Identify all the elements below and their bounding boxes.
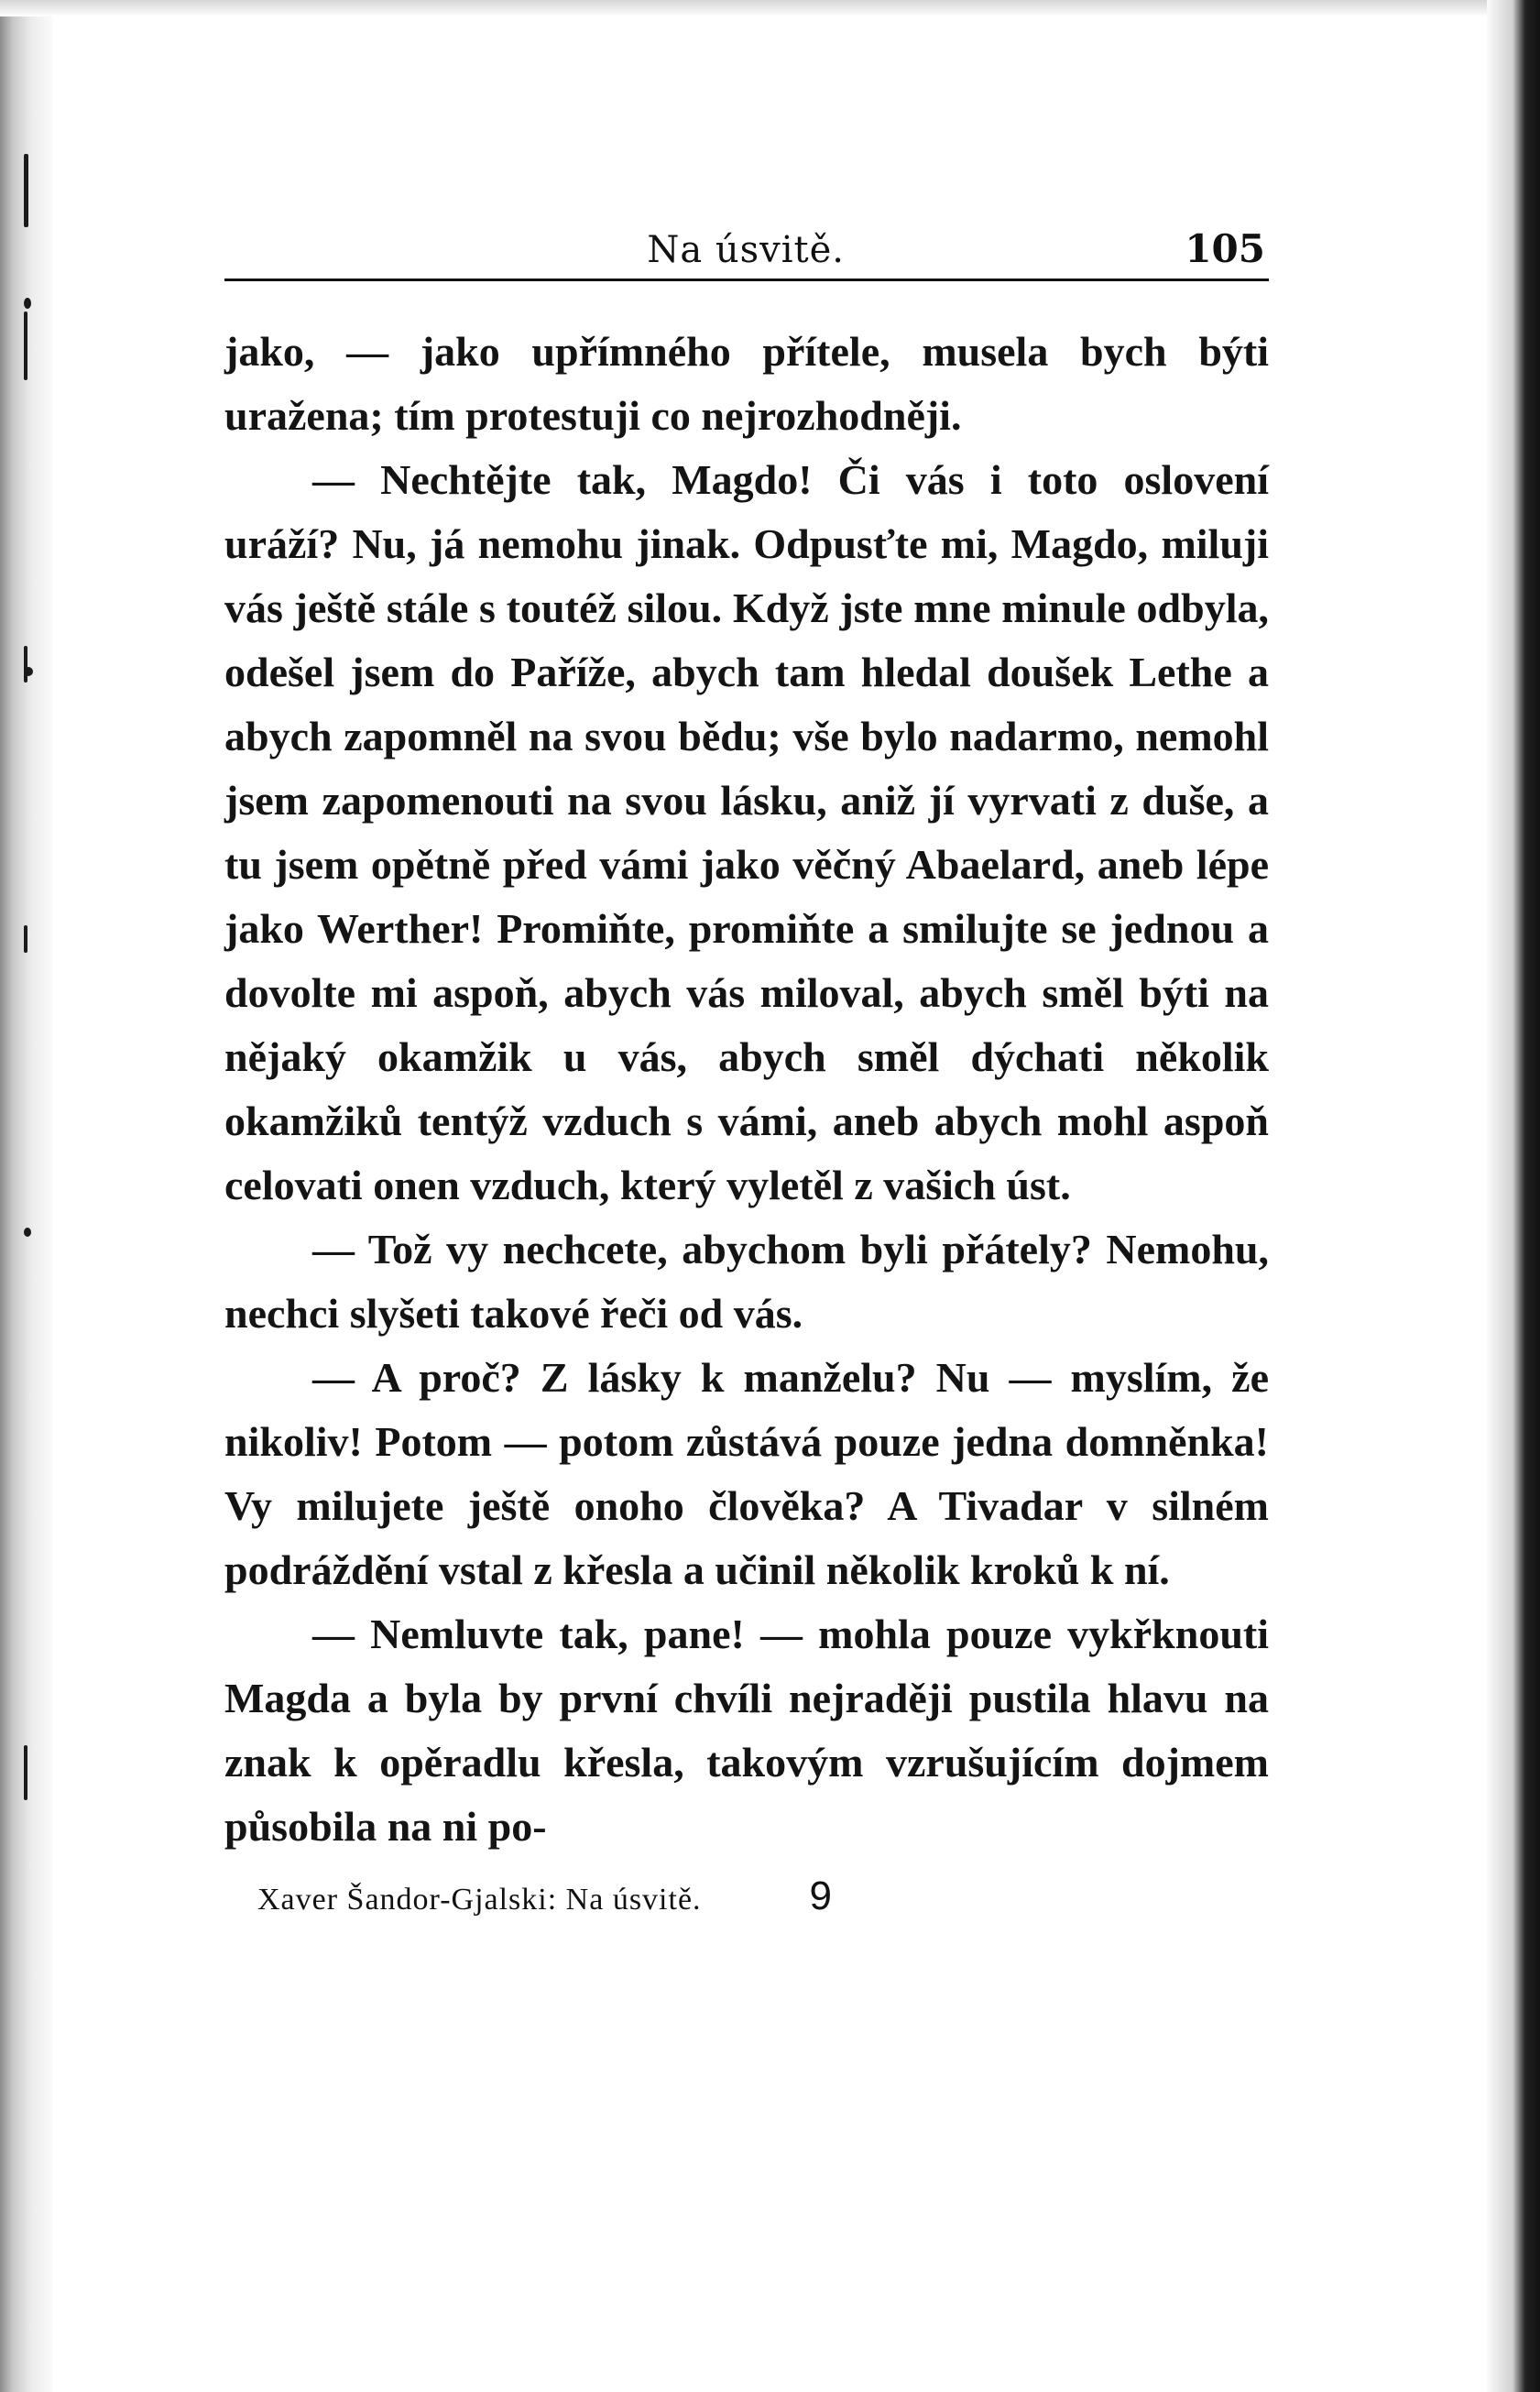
- margin-mark: [24, 925, 27, 953]
- margin-mark: [24, 154, 28, 227]
- margin-mark: [24, 1228, 31, 1237]
- book-page: [224, 220, 1269, 1919]
- margin-mark: [24, 667, 33, 676]
- paragraph: — Nechtějte tak, Magdo! Či vás i toto oslovení uráží? Nu, já nemohu jinak. Odpusťte mi, Magdo, miluji vás ještě stále s toutéž silou. Když jste mne minule odbyla, odešel jsem do Paříže, abych tam hledal doušek Lethe a abych zapomněl na svou bědu; vše bylo nadarmo, nemohl jsem zapomenouti na svou lásku, aniž jí vyrvati z duše, a tu jsem opětně před vámi jako věčný Abaelard, aneb lépe jako Werther! Promiňte, promiňte a smilujte se jednou a dovolte mi aspoň, abych vás miloval, abych směl býti na nějaký okamžik u vás, abych směl dýchati několik okamžiků tentýž vzduch s vámi, aneb abych mohl aspoň celovati onen vzduch, který vyletěl z vašich úst.: [224, 456, 1269, 1208]
- text-body: [224, 320, 1269, 1859]
- margin-mark: [24, 646, 27, 683]
- page-number: 105: [1185, 226, 1265, 271]
- scan-right-edge: [1487, 0, 1540, 2392]
- running-title: Na úsvitě.: [647, 229, 846, 271]
- margin-mark: [24, 311, 27, 380]
- scan-top-edge: [0, 0, 1540, 16]
- margin-mark: [24, 1745, 27, 1800]
- running-header: [224, 220, 1269, 281]
- signature-line: Xaver Šandor-Gjalski: Na úsvitě.: [257, 1883, 702, 1917]
- paragraph: — Nemluvte tak, pane! — mohla pouze vykřknouti Magda a byla by první chvíli nejraději pustila hlavu na znak k opěradlu křesla, takovým vzrušujícím dojmem působila na ni po-: [224, 1611, 1269, 1850]
- page-footer: [224, 1873, 1269, 1919]
- margin-mark: [24, 298, 31, 309]
- paragraph: — Tož vy nechcete, abychom byli přátely? Nemohu, nechci slyšeti takové řeči od vás.: [224, 1226, 1269, 1337]
- paragraph: jako, — jako upřímného přítele, musela bych býti uražena; tím protestuji co nejrozhodněji.: [224, 328, 1269, 439]
- sheet-number: 9: [809, 1873, 833, 1918]
- paragraph: — A proč? Z lásky k manželu? Nu — myslím, že nikoliv! Potom — potom zůstává pouze jedna domněnka! Vy milujete ještě onoho člověka? A Tivadar v silném podráždění vstal z křesla a učinil několik kroků k ní.: [224, 1354, 1269, 1593]
